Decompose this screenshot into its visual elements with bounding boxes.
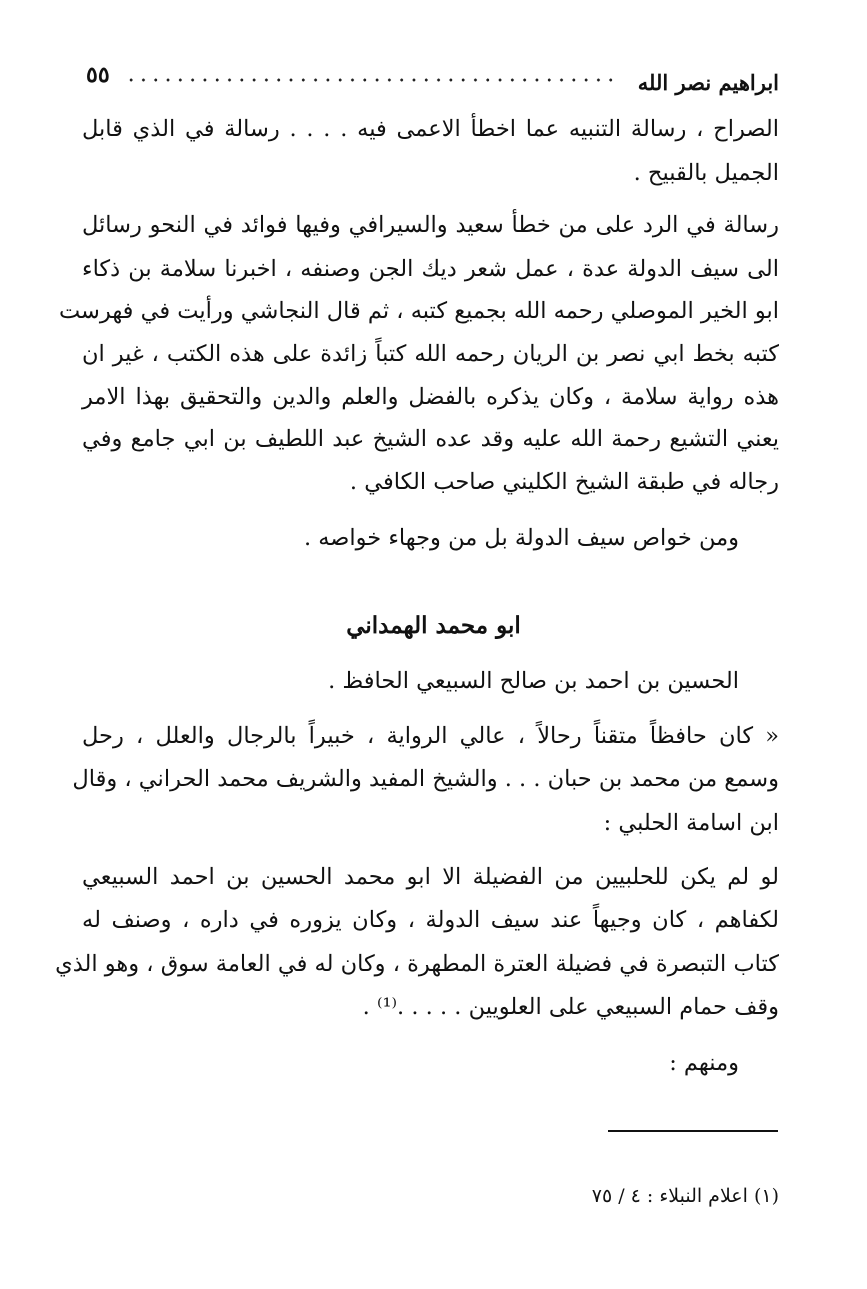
header-leader-dots	[125, 78, 620, 82]
quote-line: ابن اسامة الحلبي :	[603, 810, 779, 836]
body-line: رسالة في الرد على من خطأ سعيد والسيرافي وفيها فوائد في النحو رسائل	[82, 212, 779, 238]
citation-line: لو لم يكن للحلبيين من الفضيلة الا ابو محمد الحسين بن احمد السبيعي	[82, 864, 779, 890]
quote-line: وسمع من محمد بن حبان . . . والشيخ المفيد والشريف محمد الحراني ، وقال	[72, 766, 779, 792]
body-line: الجميل بالقبيح .	[633, 160, 779, 186]
body-line: الصراح ، رسالة التنبيه عما اخطأ الاعمى فيه . . . . رسالة في الذي قابل	[82, 116, 779, 142]
body-line: ابو الخير الموصلي رحمه الله بجميع كتبه ، ثم قال النجاشي ورأيت في فهرست	[58, 298, 779, 324]
footnote: (١) اعلام النبلاء : ٤ / ٧٥	[591, 1185, 779, 1207]
running-header-title: ابراهيم نصر الله	[637, 70, 779, 95]
quote-line: « كان حافظاً متقناً رحالاً ، عالي الرواية ، خبيراً بالرجال والعلل ، رحل	[82, 723, 779, 749]
subject-name-line: الحسين بن احمد بن صالح السبيعي الحافظ .	[328, 668, 739, 694]
page-number: ٥٥	[86, 62, 110, 88]
footnote-divider	[608, 1130, 778, 1132]
body-line: ومن خواص سيف الدولة بل من وجهاء خواصه .	[303, 525, 739, 551]
citation-line: لكفاهم ، كان وجيهاً عند سيف الدولة ، وكان يزوره في داره ، وصنف له	[82, 907, 779, 933]
body-line: رجاله في طبقة الشيخ الكليني صاحب الكافي .	[349, 469, 779, 495]
citation-line: كتاب التبصرة في فضيلة العترة المطهرة ، وكان له في العامة سوق ، وهو الذي	[55, 951, 779, 977]
citation-line: وقف حمام السبيعي على العلويين . . . . .⁽¹⁾ .	[362, 994, 779, 1020]
closing-line: ومنهم :	[669, 1050, 739, 1076]
body-line: يعني التشيع رحمة الله عليه وقد عده الشيخ عبد اللطيف بن ابي جامع وفي	[82, 426, 779, 452]
body-line: هذه رواية سلامة ، وكان يذكره بالفضل والعلم والدين والتحقيق بهذا الامر	[82, 384, 779, 410]
section-heading: ابو محمد الهمداني	[346, 612, 521, 639]
body-line: الى سيف الدولة عدة ، عمل شعر ديك الجن وصنفه ، اخبرنا سلامة بن ذكاء	[82, 256, 779, 282]
body-line: كتبه بخط ابي نصر بن الريان رحمه الله كتباً زائدة على هذه الكتب ، غير ان	[82, 341, 779, 367]
